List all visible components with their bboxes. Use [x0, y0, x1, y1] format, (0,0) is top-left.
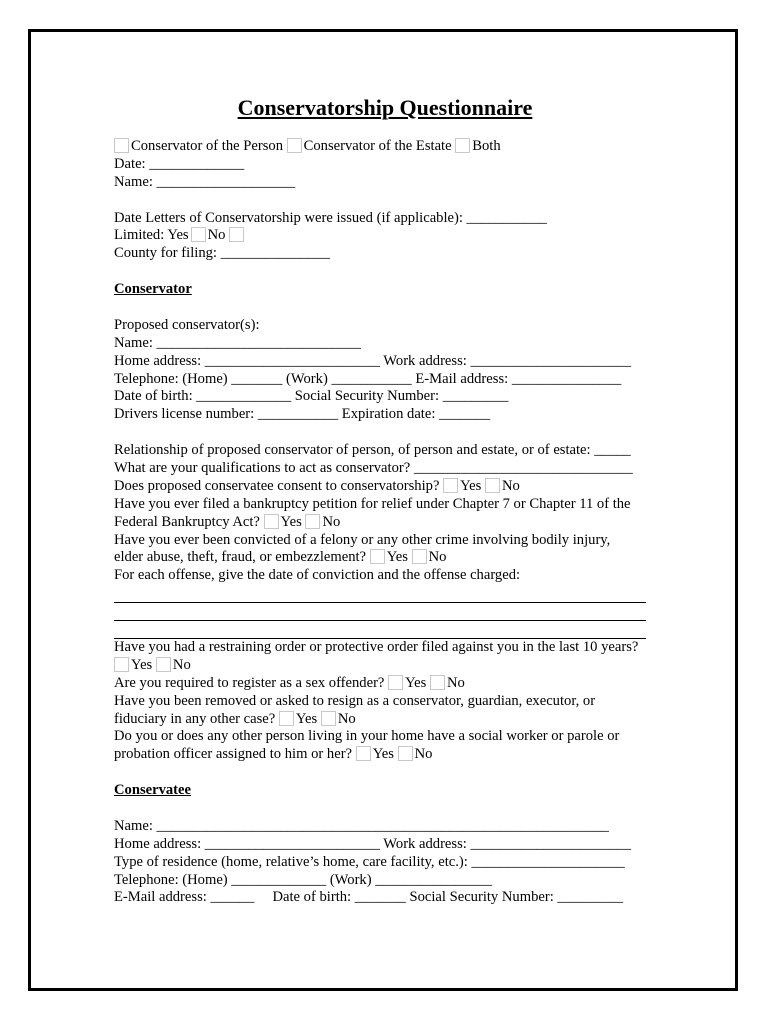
checkbox-social-worker-yes[interactable]: [356, 746, 371, 761]
limited-label: Limited: Yes: [114, 227, 189, 244]
conservatee-address-field[interactable]: Home address: ________________________ Work address: ______________________: [114, 835, 632, 852]
consent-row: [114, 478, 674, 496]
conservatee-heading: Conservatee: [114, 782, 191, 799]
limited-row: [114, 227, 674, 245]
no-label: No: [446, 674, 465, 691]
conservatee-name-field[interactable]: Name: ______________________________________________________________: [114, 817, 609, 834]
felony-question-2: elder abuse, theft, fraud, or embezzlement?: [114, 549, 367, 566]
no-label: No: [322, 513, 341, 530]
yes-label: Yes: [405, 674, 427, 691]
bankruptcy-row: [114, 514, 674, 532]
conservator-telephone-field[interactable]: Telephone: (Home) _______ (Work) ___________ E-Mail address: _______________: [114, 370, 622, 387]
questionnaire-form: [114, 94, 674, 907]
label-estate: Conservator of the Estate: [303, 138, 452, 154]
checkbox-limited-yes[interactable]: [191, 227, 206, 242]
felony-row: [114, 549, 674, 567]
checkbox-restraining-yes[interactable]: [114, 657, 129, 672]
conservator-type-row: [114, 138, 674, 156]
name-field[interactable]: Name: ___________________: [114, 173, 296, 190]
social-worker-question: Do you or does any other person living in your home have a social worker or parole or: [114, 728, 620, 745]
conservator-address-field[interactable]: Home address: ________________________ Work address: ______________________: [114, 352, 632, 369]
yes-label: Yes: [131, 656, 153, 673]
checkbox-bankruptcy-yes[interactable]: [264, 514, 279, 529]
page-title: Conservatorship Questionnaire: [237, 95, 533, 120]
conservatee-email-field[interactable]: E-Mail address: ______ Date of birth: _______ Social Security Number: _________: [114, 889, 624, 906]
checkbox-consent-yes[interactable]: [443, 478, 458, 493]
yes-label: Yes: [460, 477, 482, 494]
letters-issued-field[interactable]: Date Letters of Conservatorship were issued (if applicable): ___________: [114, 209, 547, 226]
relationship-field[interactable]: Relationship of proposed conservator of person, of person and estate, or of estate: _____: [114, 442, 631, 459]
label-both: Both: [472, 138, 501, 154]
checkbox-consent-no[interactable]: [485, 478, 500, 493]
label-person: Conservator of the Person: [131, 138, 283, 154]
conservator-dob-field[interactable]: Date of birth: _____________ Social Security Number: _________: [114, 388, 509, 405]
checkbox-removed-yes[interactable]: [279, 711, 294, 726]
no-label: No: [428, 549, 447, 566]
yes-label: Yes: [386, 549, 408, 566]
conservator-license-field[interactable]: Drivers license number: ___________ Expiration date: _______: [114, 406, 491, 423]
offense-label: For each offense, give the date of conviction and the offense charged:: [114, 567, 521, 584]
yes-label: Yes: [280, 513, 302, 530]
social-worker-row: [114, 746, 674, 764]
checkbox-felony-yes[interactable]: [370, 549, 385, 564]
checkbox-person[interactable]: [114, 138, 129, 153]
conservator-name-field[interactable]: Name: ____________________________: [114, 334, 361, 351]
restraining-question: Have you had a restraining order or protective order filed against you in the last 10 years?: [114, 638, 639, 655]
offense-line-3[interactable]: [114, 621, 646, 639]
limited-no-label: No: [207, 227, 226, 244]
qualifications-field[interactable]: What are your qualifications to act as conservator? ______________________________: [114, 460, 633, 477]
consent-question: Does proposed conservatee consent to conservatorship?: [114, 477, 440, 494]
checkbox-sex-offender-yes[interactable]: [388, 675, 403, 690]
no-label: No: [501, 477, 520, 494]
checkbox-restraining-no[interactable]: [156, 657, 171, 672]
bankruptcy-question: Have you ever filed a bankruptcy petition for relief under Chapter 7 or Chapter 11 of the: [114, 495, 631, 512]
social-worker-question-2: probation officer assigned to him or her?: [114, 746, 353, 763]
checkbox-sex-offender-no[interactable]: [430, 675, 445, 690]
date-field[interactable]: Date: _____________: [114, 155, 245, 172]
bankruptcy-question-2: Federal Bankruptcy Act?: [114, 513, 260, 530]
checkbox-estate[interactable]: [287, 138, 302, 153]
checkbox-social-worker-no[interactable]: [398, 746, 413, 761]
sex-offender-row: [114, 675, 674, 693]
offense-line-2[interactable]: [114, 603, 646, 621]
county-field[interactable]: County for filing: _______________: [114, 245, 331, 262]
no-label: No: [337, 710, 356, 727]
conservatee-residence-field[interactable]: Type of residence (home, relative’s home, care facility, etc.): _____________________: [114, 853, 625, 870]
yes-label: Yes: [372, 746, 394, 763]
checkbox-removed-no[interactable]: [321, 711, 336, 726]
offense-line-1[interactable]: [114, 585, 646, 603]
yes-label: Yes: [295, 710, 318, 727]
removed-question: Have you been removed or asked to resign as a conservator, guardian, executor, or: [114, 692, 596, 709]
checkbox-limited-no[interactable]: [229, 227, 244, 242]
sex-offender-question: Are you required to register as a sex offender?: [114, 674, 385, 691]
conservator-heading: Conservator: [114, 281, 192, 298]
no-label: No: [172, 656, 191, 673]
checkbox-bankruptcy-no[interactable]: [305, 514, 320, 529]
conservatee-telephone-field[interactable]: Telephone: (Home) _____________ (Work) ________________: [114, 871, 492, 888]
proposed-label: Proposed conservator(s):: [114, 316, 260, 333]
checkbox-both[interactable]: [455, 138, 470, 153]
no-label: No: [414, 746, 433, 763]
felony-question: Have you ever been convicted of a felony or any other crime involving bodily injury,: [114, 531, 611, 548]
checkbox-felony-no[interactable]: [412, 549, 427, 564]
removed-question-2: fiduciary in any other case?: [114, 710, 276, 727]
restraining-row: [114, 657, 674, 675]
removed-row: [114, 711, 674, 729]
